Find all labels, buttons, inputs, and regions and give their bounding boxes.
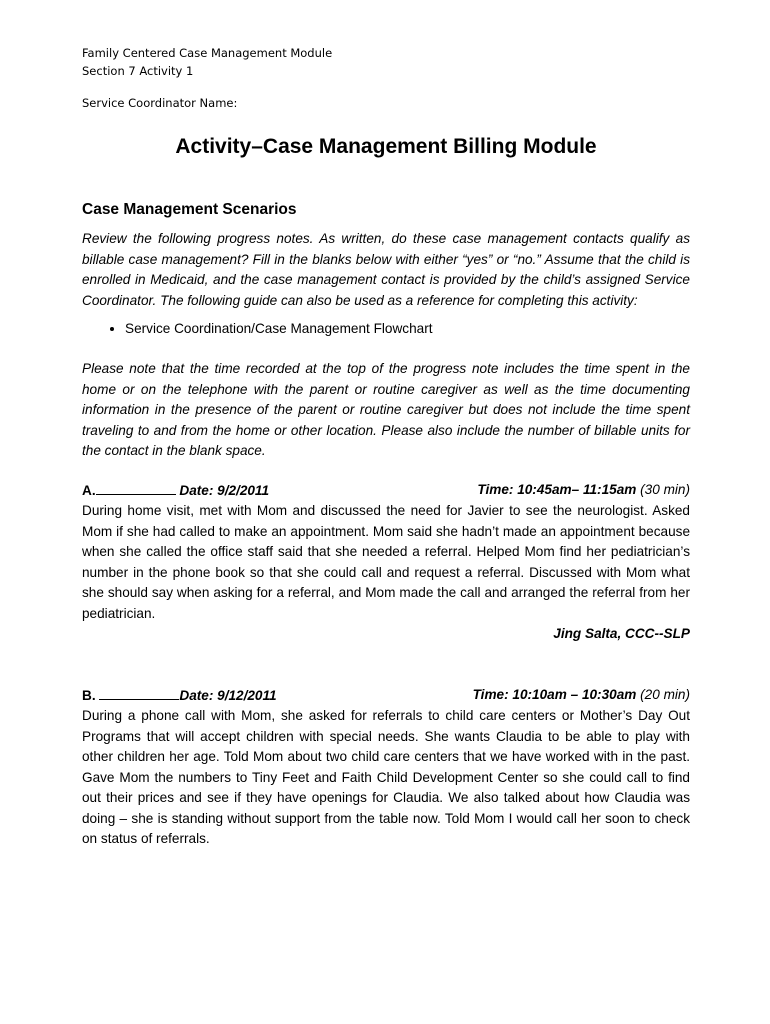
entry-a-answer-blank[interactable]: [96, 480, 176, 495]
entry-b-duration: (20 min): [640, 686, 690, 702]
coordinator-name-label: Service Coordinator Name:: [82, 96, 238, 110]
entry-b: [82, 685, 690, 850]
entry-a: [82, 480, 690, 645]
entry-b-body: During a phone call with Mom, she asked for referrals to child care centers or Mother’s Day Out Programs that will accept children with special needs. She wants Claudia to be able to play with other children her age. Told Mom about two child care centers that we have worked with in the past. Gave Mom the numbers to Tiny Feet and Faith Child Development Center so she could call to find out their prices and see if they have openings for Claudia. We also talked about how Claudia was doing – she is standing without support from the table now. Told Mom I would call her soon to check on status of referrals.: [82, 708, 690, 846]
module-header: Family Centered Case Management Module: [82, 46, 333, 60]
reference-list: [82, 319, 690, 339]
section-header: Section 7 Activity 1: [82, 64, 194, 78]
intro-paragraph: Review the following progress notes. As written, do these case management contacts qualify as billable case management? Fill in the blanks below with either “yes” or “no.” Assume that the child is enrolled in Medicaid, and the case management contact is provided by the child’s assigned Service Coordinator. The following guide can also be used as a reference for completing this activity:: [82, 231, 690, 308]
entry-b-header: [82, 685, 690, 707]
entry-b-date: Date: 9/12/2011: [179, 687, 277, 703]
entry-a-label: A.: [82, 482, 96, 498]
section-subtitle: Case Management Scenarios: [82, 201, 297, 218]
entry-a-time: Time: 10:45am– 11:15am: [477, 481, 637, 497]
document-page: [82, 44, 690, 850]
entry-a-header: [82, 480, 690, 502]
entry-b-answer-blank[interactable]: [99, 685, 179, 700]
entry-a-body: During home visit, met with Mom and discussed the need for Javier to see the neurologist. Asked Mom if she had called to make an appointment. Mom said she hadn’t made an appointment because when she called the office staff said that she needed a referral. Helped Mom find her pediatrician’s number in the phone book so that she could call and request a referral. Discussed with Mom what she should say when asking for a referral, and Mom made the call and arranged the referral from her pediatrician.: [82, 503, 690, 621]
entry-a-duration: (30 min): [640, 481, 690, 497]
page-title: Activity–Case Management Billing Module: [175, 135, 597, 158]
list-item: • Service Coordination/Case Management Flowchart: [125, 319, 690, 339]
entry-b-label: B.: [82, 687, 96, 703]
entry-a-signature: Jing Salta, CCC--SLP: [553, 626, 690, 641]
entry-b-time: Time: 10:10am – 10:30am: [472, 686, 637, 702]
note-paragraph: Please note that the time recorded at the top of the progress note includes the time spent in the home or on the telephone with the parent or routine caregiver as well as the time documenting information in the presence of the parent or routine caregiver but does not include the time spent traveling to and from the home or other location. Please also include the number of billable units for the contact in the blank space.: [82, 361, 690, 458]
entry-a-date: Date: 9/2/2011: [179, 482, 270, 498]
